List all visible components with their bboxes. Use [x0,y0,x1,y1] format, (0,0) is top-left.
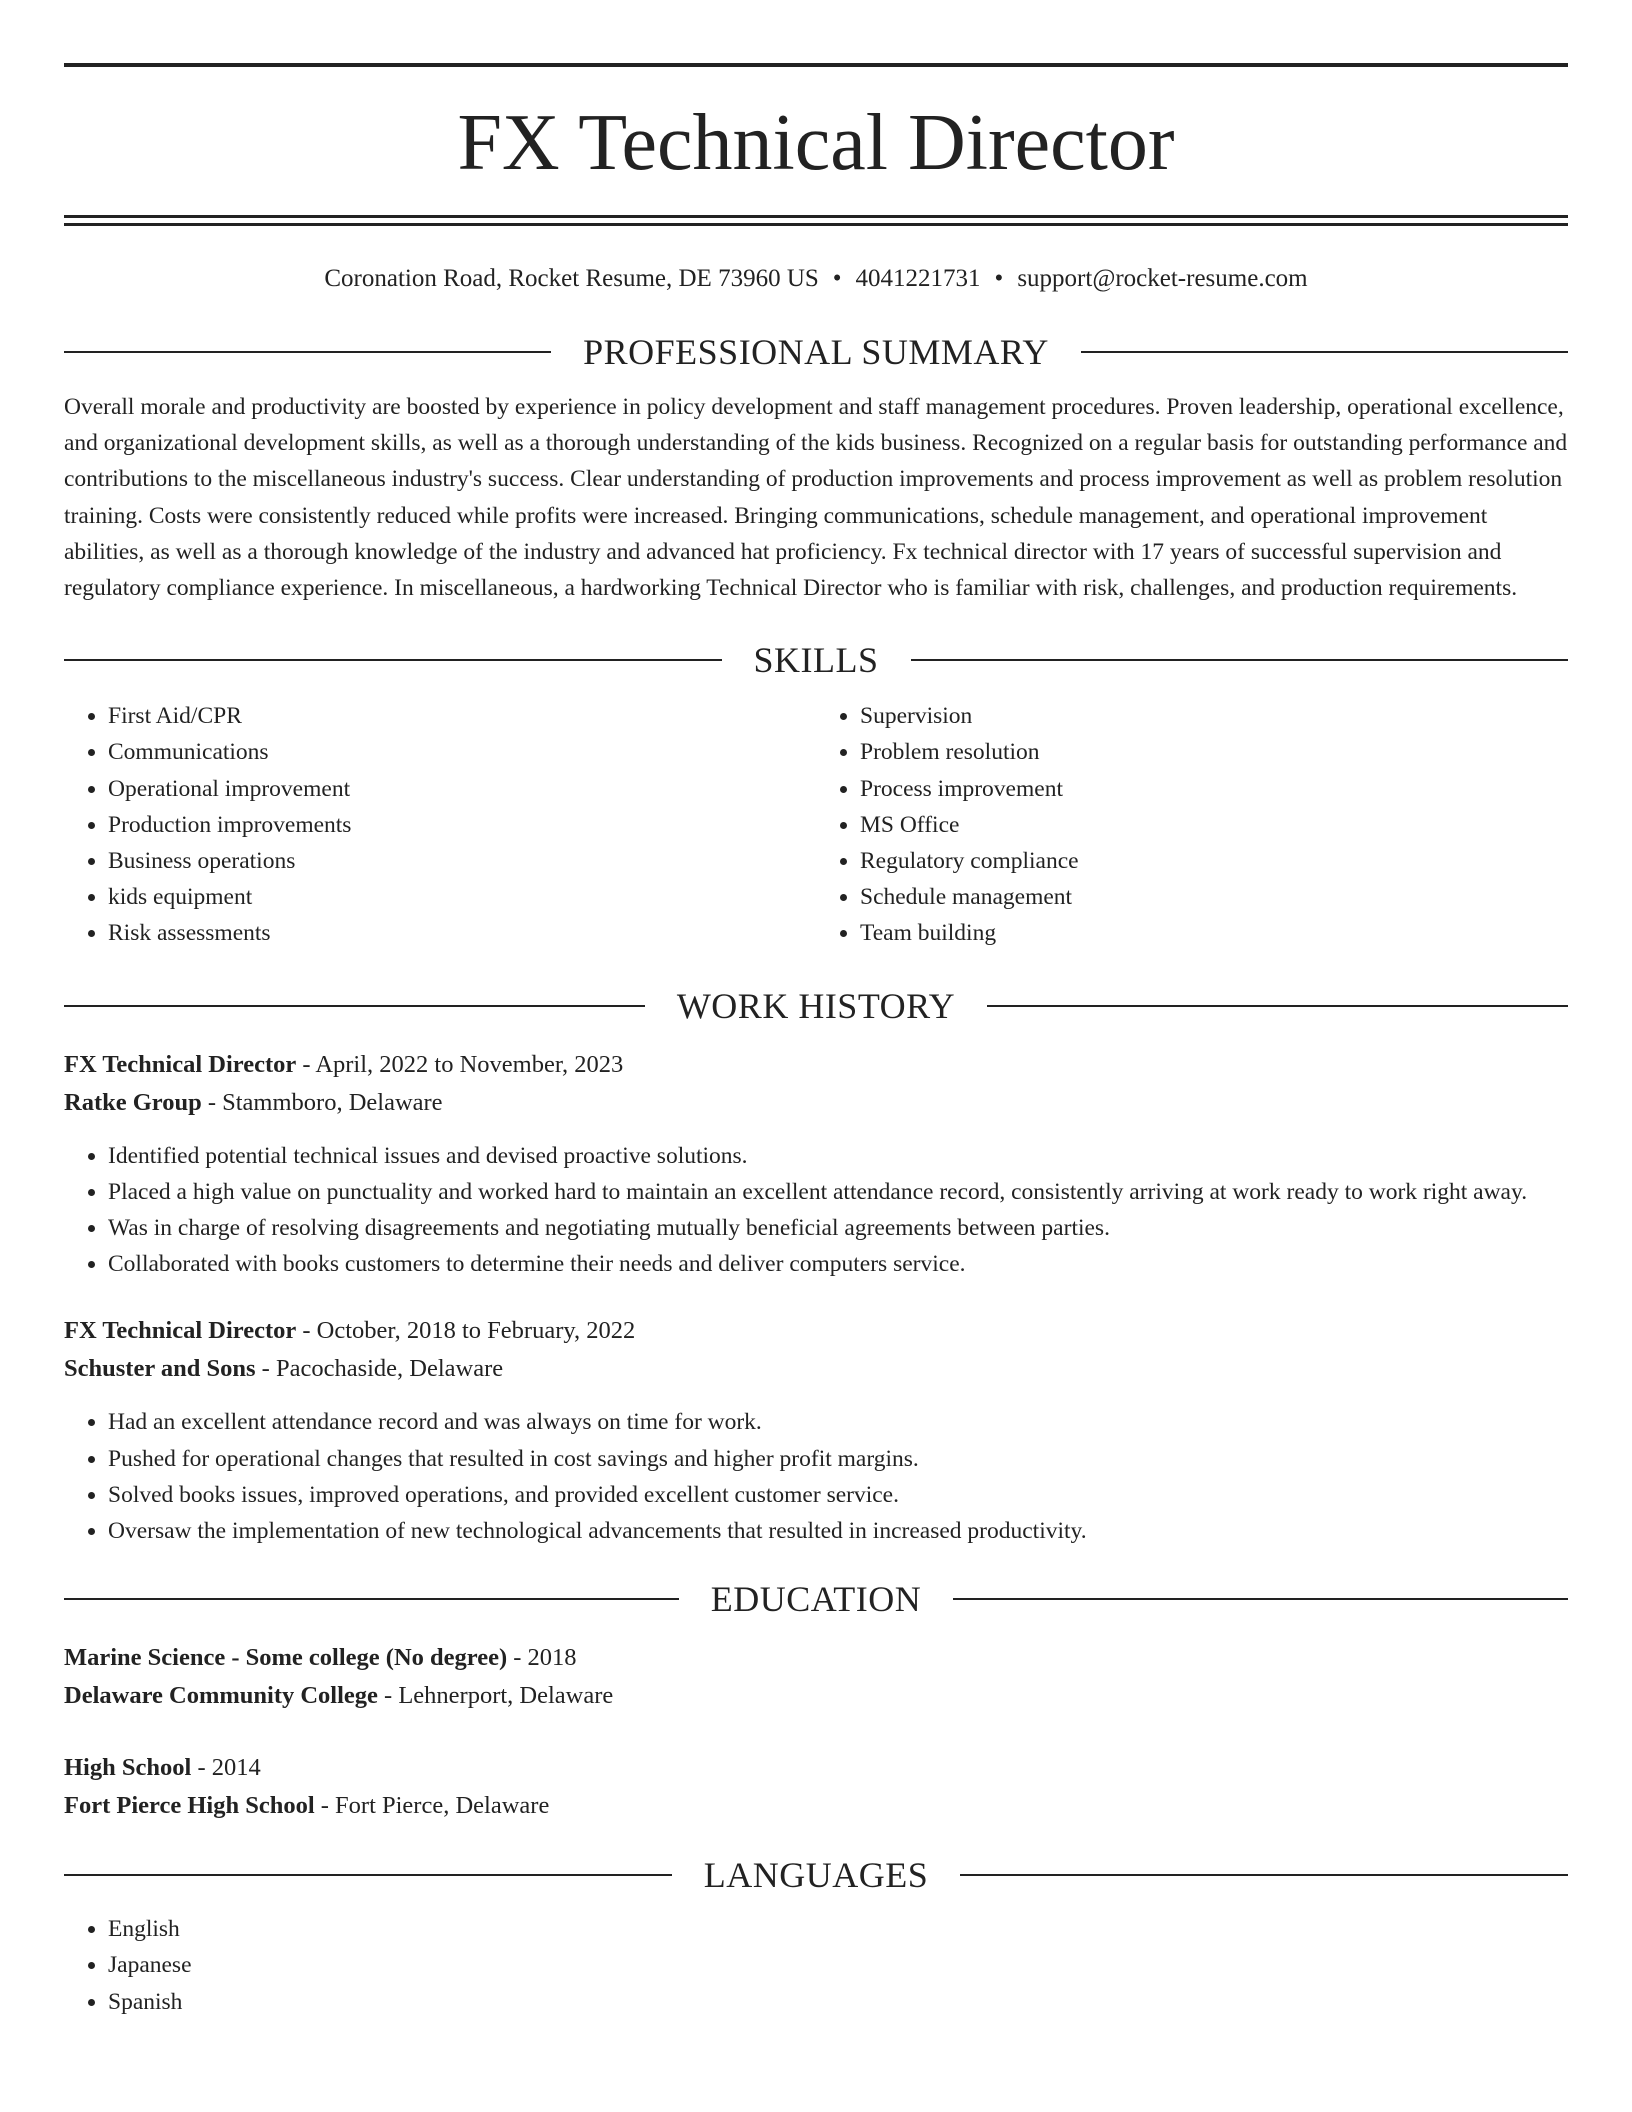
education-degree: High School [64,1754,192,1782]
job-company: Schuster and Sons [64,1355,256,1383]
section-rule [1081,351,1568,353]
top-rule [64,63,1568,67]
job-entry [64,1312,1568,1549]
education-degree-line [64,1639,1568,1677]
job-location: - Pacochaside, Delaware [255,1355,504,1383]
section-rule [64,659,722,661]
job-bullet: • Was in charge of resolving disagreements and negotiating mutually beneficial agreements between parties. [108,1210,1568,1246]
skill-item: • Problem resolution [860,734,1568,770]
education-school: Delaware Community College [64,1682,378,1710]
language-item: • Spanish [108,1984,1568,2020]
skill-item: • Communications [108,734,816,770]
job-company-line [64,1350,1568,1388]
contact-phone: 4041221731 [855,265,981,292]
skill-item: • Regulatory compliance [860,843,1568,879]
section-rule [64,1874,672,1876]
job-title-line [64,1312,1568,1350]
job-title: FX Technical Director [64,1050,297,1078]
skill-item: • Process improvement [860,771,1568,807]
double-rule [64,215,1568,226]
section-header-work [64,986,1568,1026]
job-bullet: • Solved books issues, improved operations, and provided excellent customer service. [108,1477,1568,1513]
languages-list [64,1911,1568,2020]
job-entry [64,1046,1568,1283]
section-title: WORK HISTORY [676,985,956,1026]
section-rule [64,1598,679,1600]
section-header-skills [64,640,1568,680]
job-location: - Stammboro, Delaware [201,1088,443,1116]
contact-address: Coronation Road, Rocket Resume, DE 73960 US [324,265,819,292]
skill-item: • First Aid/CPR [108,698,816,734]
skill-item: • kids equipment [108,879,816,915]
contact-email: support@rocket-resume.com [1017,265,1308,292]
job-title-line [64,1046,1568,1084]
section-rule [64,1005,645,1007]
education-degree: Marine Science - Some college (No degree) [64,1644,508,1672]
job-bullet: • Placed a high value on punctuality and worked hard to maintain an excellent attendance record, consistently arriving at work ready to work right away. [108,1174,1568,1210]
job-bullet: • Oversaw the implementation of new technological advancements that resulted in increased productivity. [108,1513,1568,1549]
section-rule [987,1005,1568,1007]
section-title: EDUCATION [710,1579,922,1620]
section-rule [953,1598,1568,1600]
section-title: SKILLS [753,640,879,681]
skill-item: • Team building [860,915,1568,951]
job-company-line [64,1084,1568,1122]
skill-item: • Schedule management [860,879,1568,915]
education-degree-line [64,1749,1568,1787]
resume-name: FX Technical Director [457,99,1175,187]
education-entry [64,1749,1568,1825]
job-bullet: • Had an excellent attendance record and was always on time for work. [108,1404,1568,1440]
skill-item: • Production improvements [108,807,816,843]
language-item: • Japanese [108,1947,1568,1983]
job-company: Ratke Group [64,1088,202,1116]
skill-item: • Operational improvement [108,771,816,807]
education-school-line [64,1677,1568,1715]
job-bullet: • Collaborated with books customers to determine their needs and deliver computers service. [108,1246,1568,1282]
education-school: Fort Pierce High School [64,1792,315,1820]
education-school-line [64,1787,1568,1825]
education-entry [64,1639,1568,1715]
language-item: • English [108,1911,1568,1947]
education-year: - 2014 [191,1754,261,1782]
job-title: FX Technical Director [64,1317,297,1345]
summary-text: Overall morale and productivity are boosted by experience in policy development and staff management procedures. Proven leadership, operational excellence, and organizational development skills, as well as a thorough understanding of the kids business. Recognized on a regular basis for outstanding performance and contributions to the miscellaneous industry's success. Clear understanding of production improvements and process improvement as well as problem resolution training. Costs were consistently reduced while profits were increased. Bringing communications, schedule management, and operational improvement abilities, as well as a thorough knowledge of the industry and advanced hat proficiency. Fx technical director with 17 years of successful supervision and regulatory compliance experience. In miscellaneous, a hardworking Technical Director who is familiar with risk, challenges, and production requirements. [64,394,1568,602]
job-dates: - October, 2018 to February, 2022 [296,1317,636,1345]
skill-item: • Supervision [860,698,1568,734]
section-header-education [64,1579,1568,1619]
section-rule [64,351,551,353]
skills-column-left [64,698,816,951]
skill-item: • Business operations [108,843,816,879]
skills-list [64,698,1568,951]
contact-separator: • [994,265,1004,292]
job-bullet: • Identified potential technical issues and devised proactive solutions. [108,1138,1568,1174]
skill-item: • MS Office [860,807,1568,843]
section-title: LANGUAGES [703,1855,929,1896]
skills-column-right [816,698,1568,951]
education-location: - Lehnerport, Delaware [377,1682,614,1710]
section-title: PROFESSIONAL SUMMARY [583,332,1049,372]
section-header-summary [64,332,1568,372]
job-dates: - April, 2022 to November, 2023 [296,1050,624,1078]
section-header-languages [64,1855,1568,1895]
contact-line [64,264,1568,294]
education-year: - 2018 [507,1644,577,1672]
education-location: - Fort Pierce, Delaware [314,1792,550,1820]
section-rule [960,1874,1568,1876]
job-bullets [64,1138,1568,1283]
job-bullets [64,1404,1568,1549]
section-rule [911,659,1569,661]
skill-item: • Risk assessments [108,915,816,951]
job-bullet: • Pushed for operational changes that resulted in cost savings and higher profit margins. [108,1441,1568,1477]
contact-separator: • [832,265,842,292]
